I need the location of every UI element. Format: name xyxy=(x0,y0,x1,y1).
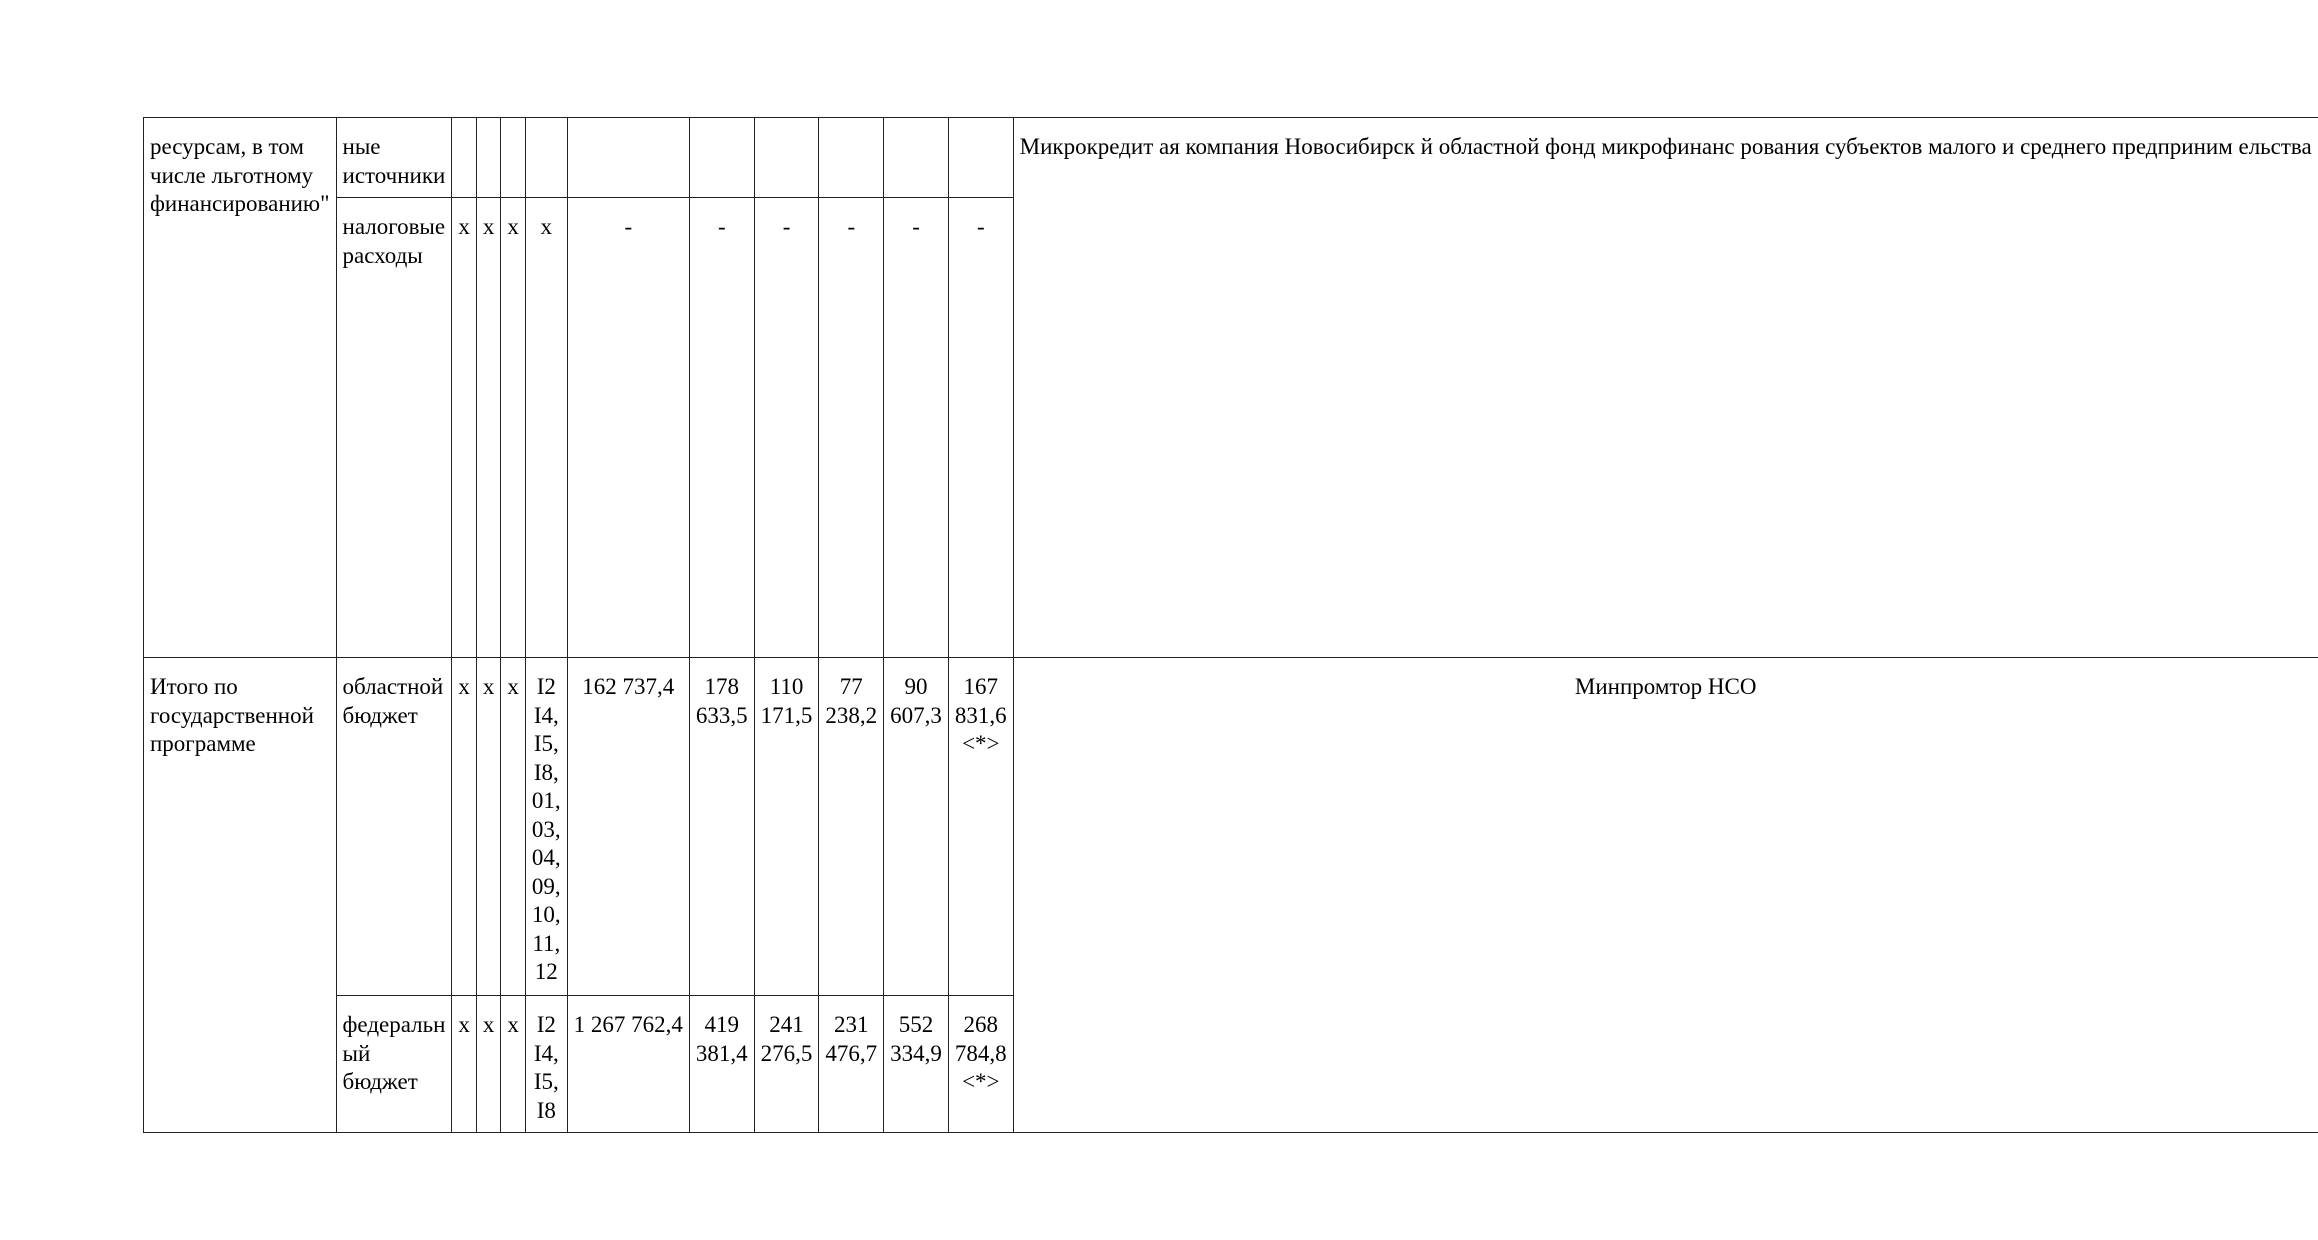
value-cell: 90 607,3 xyxy=(884,658,949,996)
code-cell: х xyxy=(476,658,501,996)
value-cell: 419 381,4 xyxy=(689,996,754,1133)
value-cell: - xyxy=(819,198,884,658)
value-cell: 1 267 762,4 xyxy=(567,996,689,1133)
code-cell: х xyxy=(452,658,477,996)
value-cell xyxy=(689,118,754,198)
measure-name-cell: Итого по государственной программе xyxy=(144,658,337,1133)
code-cell: х xyxy=(501,658,526,996)
value-cell: 268 784,8 <*> xyxy=(948,996,1013,1133)
value-cell: - xyxy=(884,198,949,658)
value-cell: - xyxy=(689,198,754,658)
value-cell: 552 334,9 xyxy=(884,996,949,1133)
value-cell: 178 633,5 xyxy=(689,658,754,996)
value-cell: - xyxy=(948,198,1013,658)
code-cell xyxy=(525,118,567,198)
funding-source-cell: налоговые расходы xyxy=(336,198,452,658)
code-cell xyxy=(452,118,477,198)
code-cell xyxy=(501,118,526,198)
value-cell xyxy=(884,118,949,198)
value-cell xyxy=(567,118,689,198)
table-row xyxy=(144,658,2318,996)
code-cell: х xyxy=(525,198,567,658)
code-cell: х xyxy=(501,198,526,658)
value-cell: 231 476,7 xyxy=(819,996,884,1133)
value-cell xyxy=(948,118,1013,198)
executor-cell: Микрокредит ая компания Новосибирск й областной фонд микрофинанс рования субъектов малого и среднего предприним ельства xyxy=(1013,118,2318,658)
value-cell xyxy=(819,118,884,198)
measure-name-cell: ресурсам, в том числе льготному финансированию" xyxy=(144,118,337,658)
value-cell: 167 831,6 <*> xyxy=(948,658,1013,996)
code-cell xyxy=(476,118,501,198)
funding-source-cell: областной бюджет xyxy=(336,658,452,996)
program-finance-table xyxy=(143,117,2318,1133)
code-cell: I2 I4, I5, I8, 01, 03, 04, 09, 10, 11, 12 xyxy=(525,658,567,996)
value-cell xyxy=(754,118,819,198)
code-cell: х xyxy=(501,996,526,1133)
funding-source-cell: федеральн ый бюджет xyxy=(336,996,452,1133)
value-cell: - xyxy=(567,198,689,658)
value-cell: 162 737,4 xyxy=(567,658,689,996)
code-cell: I2 I4, I5, I8 xyxy=(525,996,567,1133)
value-cell: 110 171,5 xyxy=(754,658,819,996)
code-cell: х xyxy=(452,198,477,658)
table-row xyxy=(144,118,2318,198)
code-cell: х xyxy=(476,996,501,1133)
executor-cell: Минпромтор НСО xyxy=(1013,658,2318,1133)
code-cell: х xyxy=(452,996,477,1133)
funding-source-cell: ные источники xyxy=(336,118,452,198)
value-cell: 241 276,5 xyxy=(754,996,819,1133)
code-cell: х xyxy=(476,198,501,658)
value-cell: 77 238,2 xyxy=(819,658,884,996)
value-cell: - xyxy=(754,198,819,658)
